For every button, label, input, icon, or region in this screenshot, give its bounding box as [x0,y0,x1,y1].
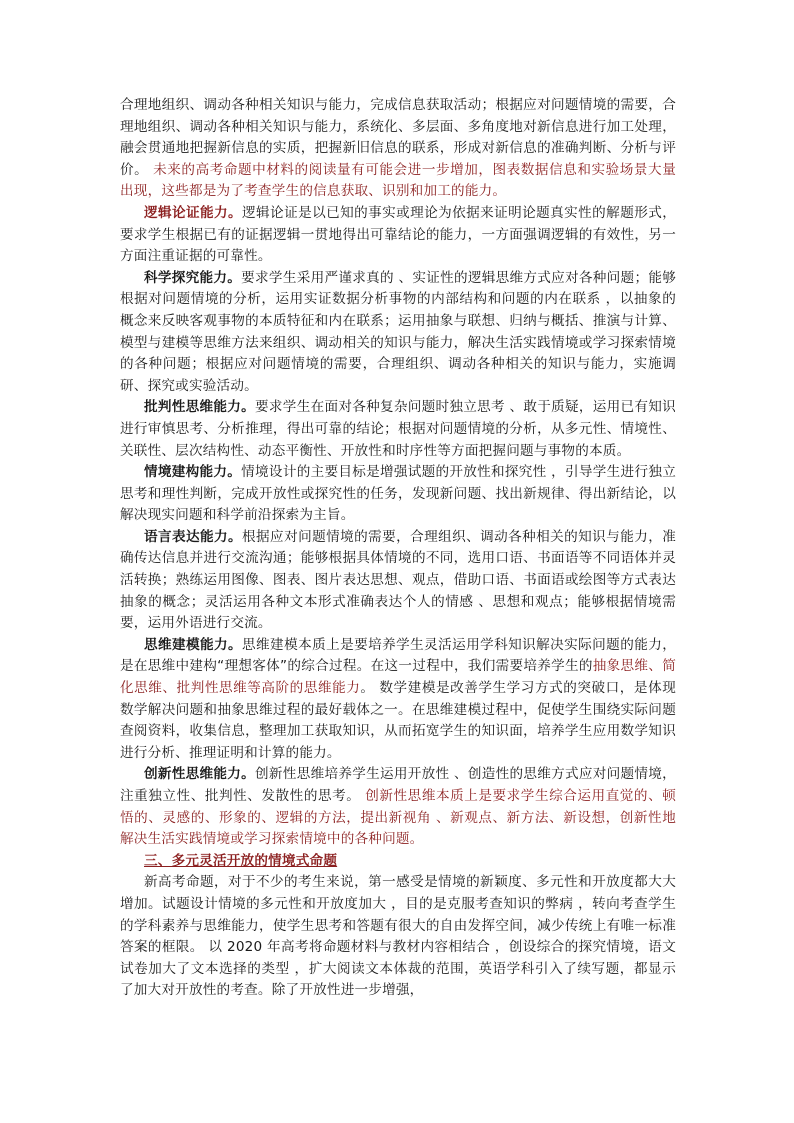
term-heading: 情境建构能力。 [144,464,242,481]
paragraph-thinking-modeling [120,635,676,765]
paragraph-logical-reasoning [120,203,676,268]
document-page [120,95,676,1002]
paragraph-text: 根据应对问题情境的需要，合理组织、调动各种相关的知识与能力，准确传达信息并进行交流沟通；能够根据具体情境的不同，选用口语、书面语等不同语体并灵活转换；熟练运用图像、图表、图片表达思想、观点，借助口语、书面语或绘图等方式表达抽象的概念；灵活运用各种文本形式准确表达个人的情感 、思想和观点；能够根据情境需要，运用外语进行交流。 [120,528,676,632]
term-heading: 逻辑论证能力。 [144,204,243,221]
paragraph-information-acquisition [120,95,676,203]
paragraph-text: 思维建模本质上是要培养学生灵活运用学科知识解决实际问题的能力，是在思维中建构“理想客体”的综合过程。在这一过程中，我们需要培养学生的 [120,636,676,675]
paragraph-text: 要求学生采用严谨求真的 、实证性的逻辑思维方式应对各种问题；能够根据对问题情境的分析，运用实证数据分析事物的内部结构和问题的内在联系 ，以抽象的概念来反映客观事物的本质特征和内在联系；运用抽象与联想、归纳与概括、推演与计算、模型与建模等思维方法来组织、调动相关的知识与能力，解决生活实践情境或学习探索情境的各种问题；根据应对问题情境的需要，合理组织、调动各种相关的知识与能力，实施调研、探究或实验活动。 [120,269,676,394]
section-title: 三、多元灵活开放的情境式命题 [144,852,338,869]
paragraph-text: 创新性思维培养学生运用开放性 、创造性的思维方式应对问题情境，注重独立性、批判性、发散性的思考。 [120,766,676,804]
paragraph-context-construction [120,462,676,527]
paragraph-scientific-inquiry [120,268,676,398]
term-heading: 思维建模能力。 [144,636,243,653]
term-heading: 科学探究能力。 [144,269,242,286]
paragraph-text: 合理地组织、调动各种相关知识与能力，完成信息获取活动；根据应对问题情境的需要，合理地组织、调动各种相关知识与能力，系统化、多层面、多角度地对新信息进行加工处理，融会贯通地把握新信息的实质，把握新旧信息的联系，形成对新信息的准确判断、分析与评价。 [120,97,676,178]
paragraph-text-continued: 以 2020 年高考将命题材料与教材内容相结合 ，创设综合的探究情境，语文试卷加大了文本选择的类型 ，扩大阅读文本体裁的范围，英语学科引入了续写题，都显示了加大对开放性的考查。除了开放性进一步增强， [120,939,677,999]
section-heading [120,851,676,873]
paragraph-text-continued: 。 数学建模是改善学生学习方式的突破口，是体现数学解决问题和抽象思维过程的最好载体之一。在思维建模过程中，促使学生围绕实际问题查阅资料，收集信息，整理加工获取知识，从而拓宽学生的知识面，培养学生应用数学知识进行分析、推理证明和计算的能力。 [120,680,676,761]
paragraph-text: 情境设计的主要目标是增强试题的开放性和探究性 ，引导学生进行独立思考和理性判断，完成开放性或探究性的任务，发现新问题、找出新规律、得出新结论，以解决现实问题和科学前沿探索为主旨。 [120,464,676,524]
highlighted-text: 创新性思维本质上是要求学生综合运用直觉的、顿悟的、灵感的、形象的、逻辑的方法，提出新视角 、新观点、新方法、新设想，创新性地解决生活实践情境或学习探索情境中的各种问题。 [120,788,676,848]
paragraph-language-expression [120,527,676,635]
paragraph-text: 逻辑论证是以已知的事实或理论为依据来证明论题真实性的解题形式，要求学生根据已有的证据逻辑一贯地得出可靠结论的能力，一方面强调逻辑的有效性，另一方面注重证据的可靠性。 [120,204,676,265]
highlighted-text: 抽象思维、简化思维、批判性思维等高阶的思维能力 [120,658,676,697]
term-heading: 批判性思维能力。 [144,399,256,416]
term-heading: 语言表达能力。 [144,528,243,545]
paragraph-innovative-thinking [120,764,676,850]
paragraph-text: 要求学生在面对各种复杂问题时独立思考 、敢于质疑，运用已有知识进行审慎思考、分析推理，得出可靠的结论；根据对问题情境的分析，从多元性、情境性、关联性、层次结构性、动态平衡性、开放性和时序性等方面把握问题与事物的本质。 [120,399,676,459]
highlighted-text: 未来的高考命题中材料的阅读量有可能会进一步增加，图表数据信息和实验场景大量出现，这些都是为了考查学生的信息获取、识别和加工的能力。 [120,161,676,200]
paragraph-text: 新高考命题，对于不少的考生来说，第一感受是情境的新颖度、多元性和开放度都大大增加。试题设计情境的多元性和开放度加大 ，目的是克服考查知识的弊病 ，转向考查学生的学科素养与思维能力，使学生思考和答题有很大的自由发挥空间，减少传统上有唯一标准答案的框限。 [120,874,676,956]
term-heading: 创新性思维能力。 [144,766,256,783]
paragraph-critical-thinking [120,397,676,462]
paragraph-open-context [120,872,676,1002]
